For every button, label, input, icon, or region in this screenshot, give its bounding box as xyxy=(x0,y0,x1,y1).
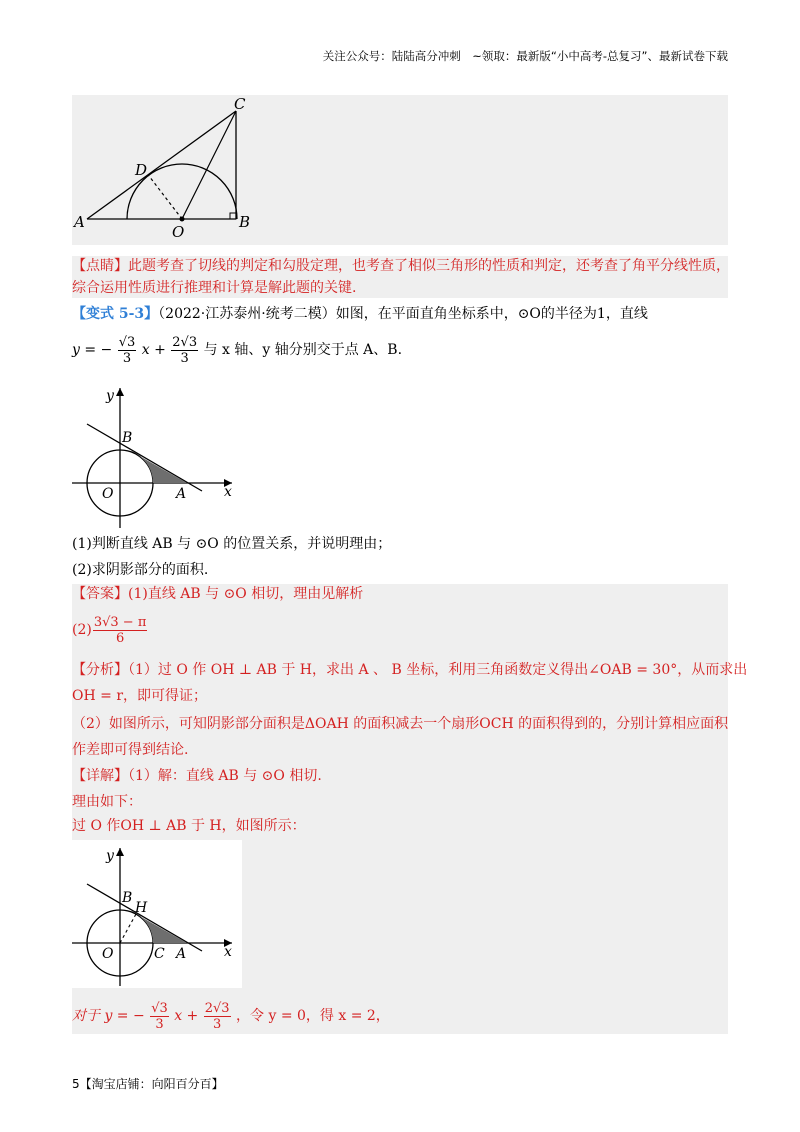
fig1-label-D: D xyxy=(135,161,148,179)
fig1-label-O: O xyxy=(172,223,185,241)
final-equation: 对于 y = − $\frac{√3}{3}$ x + $\frac{2√3}{3}$ ，令 y = 0，得 x = 2， xyxy=(72,1000,390,1032)
dianjing-line2: 综合运用性质进行推理和计算是解此题的关键. xyxy=(72,280,357,296)
figure-1 xyxy=(72,95,272,245)
analysis-line2: OH = r，即可得证； xyxy=(72,688,208,704)
fig3-label-B: B xyxy=(122,890,133,906)
fig3-label-C: C xyxy=(154,946,165,962)
fig3-label-H: H xyxy=(135,900,148,916)
fig3-label-A: A xyxy=(176,946,187,962)
analysis-line3: （2）如图所示，可知阴影部分面积是ΔOAH 的面积减去一个扇形OCH 的面积得到的，分别计算相应面积 xyxy=(72,716,729,732)
fig2-label-x: x xyxy=(224,484,232,500)
fig2-label-A: A xyxy=(176,486,187,502)
figure-2 xyxy=(72,380,242,530)
dianjing-line1: 此题考查了切线的判定和勾股定理，也考查了相似三角形的性质和判定，还考查了角平分线性质， xyxy=(128,258,730,274)
fig2-label-y: y xyxy=(106,388,114,404)
solution-panel xyxy=(72,584,748,1034)
fig3-label-y: y xyxy=(106,848,114,864)
question-1: (1)判断直线 AB 与 ⊙O 的位置关系，并说明理由； xyxy=(72,536,392,552)
fig3-label-x: x xyxy=(224,944,232,960)
problem-line1: （2022·江苏泰州·统考二模）如图，在平面直角坐标系中，⊙O的半径为1，直线 xyxy=(158,306,648,322)
fig3-label-O: O xyxy=(102,946,114,962)
dianjing-tag: 【点睛】 xyxy=(72,258,128,274)
analysis-line4: 作差即可得到结论. xyxy=(72,742,189,758)
dianjing-panel xyxy=(72,256,728,298)
fig1-label-B: B xyxy=(239,213,251,231)
problem-equation: y = − $\frac{√3}{3}$ x + $\frac{2√3}{3}$ 与 x 轴、y 轴分别交于点 A、B. xyxy=(72,334,403,366)
detail-line3: 过 O 作OH ⊥ AB 于 H，如图所示： xyxy=(72,818,306,834)
answer-part2: (2) $\frac{3√3 - \pi}{6}$ xyxy=(72,614,147,646)
answer-part1: (1)直线 AB 与 ⊙O 相切，理由见解析 xyxy=(128,586,364,602)
problem-tag: 【变式 5-3】 xyxy=(72,306,159,322)
analysis-tag: 【分析】 xyxy=(72,662,128,678)
detail-tag: 【详解】 xyxy=(72,768,128,784)
fig1-label-A: A xyxy=(74,213,85,231)
analysis-line1: （1）过 O 作 OH ⊥ AB 于 H，求出 A 、 B 坐标，利用三角函数定义得出∠OAB = 30°，从而求出 xyxy=(128,662,748,678)
question-2: (2)求阴影部分的面积. xyxy=(72,562,209,578)
page-header: 关注公众号：陆陆高分冲刺 ~领取：最新版“小中高考-总复习”、最新试卷下载 xyxy=(322,49,728,63)
fig2-label-O: O xyxy=(102,486,114,502)
detail-line2: 理由如下： xyxy=(72,794,142,810)
answer-tag: 【答案】 xyxy=(72,586,128,602)
figure-3 xyxy=(72,840,242,988)
detail-line1: （1）解：直线 AB 与 ⊙O 相切. xyxy=(128,768,322,784)
fig2-label-B: B xyxy=(122,430,133,446)
fig1-label-C: C xyxy=(234,95,246,113)
page-footer: 5【淘宝店铺：向阳百分百】 xyxy=(72,1077,224,1091)
figure-1-panel xyxy=(72,95,728,245)
